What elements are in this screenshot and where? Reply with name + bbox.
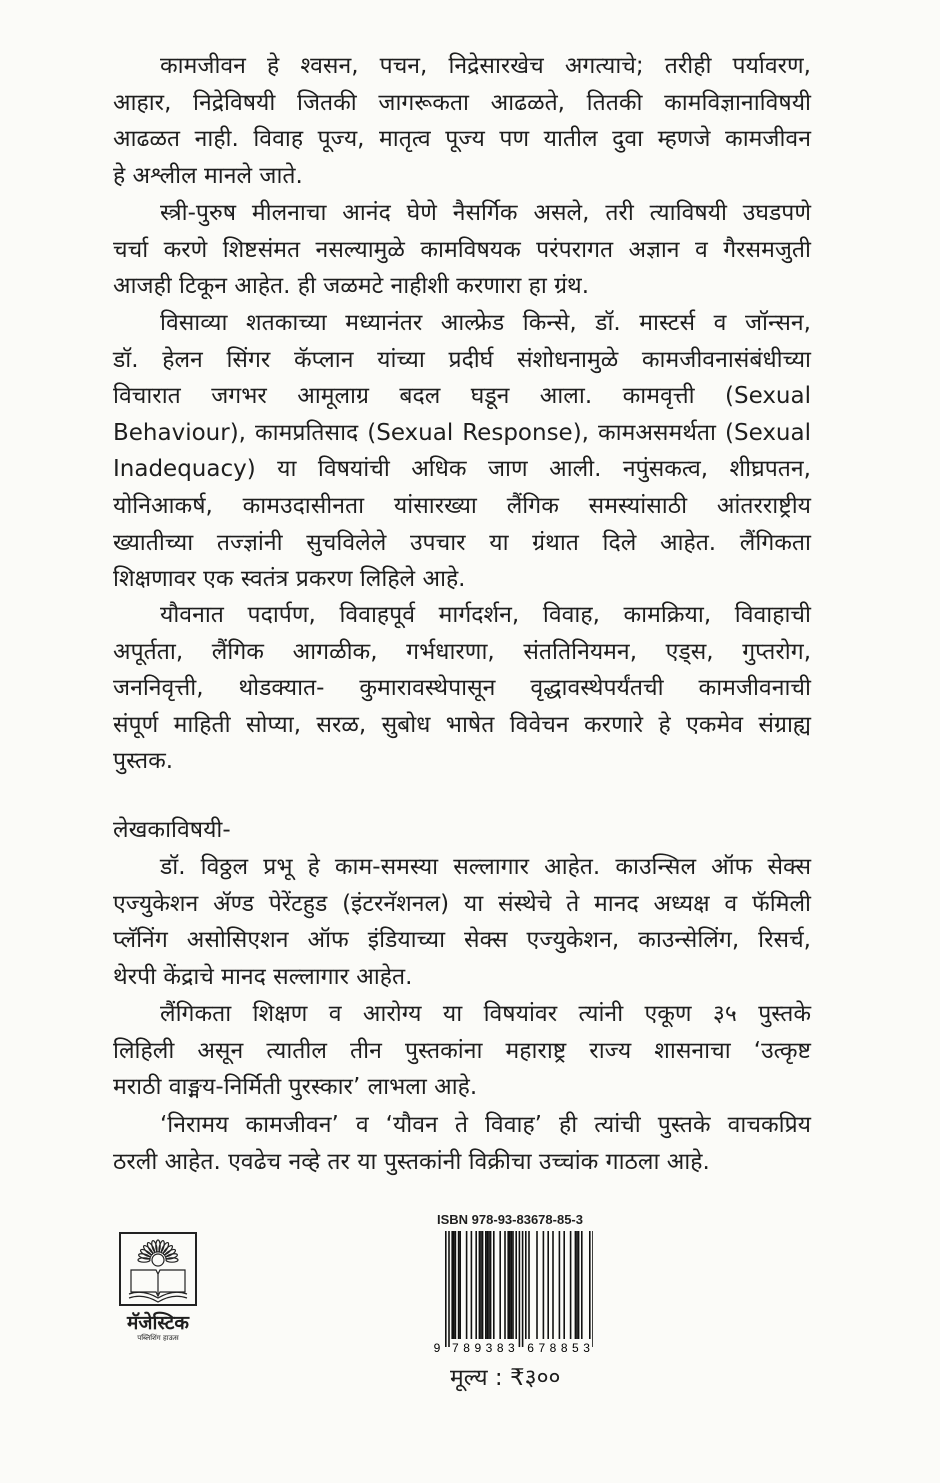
text-line: Inadequacy) या विषयांची अधिक जाण आली. नपुंसकत्व, शीघ्रपतन,: [113, 456, 811, 483]
barcode-bar: [512, 1231, 514, 1339]
barcode-bar: [552, 1231, 554, 1339]
paragraph: [113, 849, 811, 995]
publisher-name: मॅजेस्टिक: [127, 1312, 189, 1334]
barcode-bar: [576, 1231, 578, 1339]
paragraph: [113, 305, 811, 598]
barcode-bar: [509, 1231, 511, 1339]
text-line: यौवनात पदार्पण, विवाहपूर्व मार्गदर्शन, विवाह, कामक्रिया, विवाहाची: [160, 602, 811, 628]
barcode-bar: [485, 1231, 487, 1339]
barcode-bar: [487, 1231, 489, 1339]
text-line: लैंगिकता शिक्षण व आरोग्य या विषयांवर त्यांनी एकूण ३५ पुस्तके: [160, 1001, 811, 1027]
text-line: जननिवृत्ती, थोडक्यात- कुमारावस्थेपासून वृद्धावस्थेपर्यंतची कामजीवनाची: [113, 675, 811, 702]
barcode-bar: [455, 1231, 457, 1339]
publisher-logo-icon: [119, 1232, 197, 1306]
barcode-bar: [547, 1231, 549, 1339]
barcode-digit: 3: [583, 1341, 590, 1355]
barcode-digit: 7: [452, 1341, 459, 1355]
author-heading: लेखकाविषयी-: [113, 817, 231, 843]
barcode-bar: [525, 1231, 527, 1339]
barcode-digit: 7: [538, 1341, 546, 1355]
barcode-bar: [507, 1231, 509, 1339]
barcode-bar: [519, 1231, 521, 1347]
barcode-bar: [459, 1231, 461, 1339]
barcode-digit: 6: [527, 1341, 534, 1355]
text-line: आढळत नाही. विवाह पूज्य, मातृत्व पूज्य पण यातील दुवा म्हणजे कामजीवन: [113, 126, 811, 153]
barcode-bar: [480, 1231, 482, 1339]
barcode-bar: [578, 1231, 580, 1339]
text-line: पुस्तक.: [113, 748, 174, 775]
barcode-bar: [515, 1231, 517, 1339]
text-line: हे अश्लील मानले जाते.: [113, 162, 303, 189]
barcode-bar: [458, 1231, 460, 1339]
barcode-bar: [504, 1231, 506, 1339]
barcode-bar: [479, 1231, 481, 1339]
paragraph: [113, 1107, 811, 1180]
barcode-bar: [559, 1231, 561, 1339]
text-line: स्त्री-पुरुष मीलनाचा आनंद घेणे नैसर्गिक असले, तरी त्याविषयी उघडपणे: [160, 200, 811, 226]
text-line: एज्युकेशन ॲण्ड पेरेंटहुड (इंटरनॅशनल) या संस्थेचे ते मानद अध्यक्ष व फॅमिली: [113, 890, 811, 917]
paragraph: [113, 996, 811, 1106]
barcode-digit: 9: [433, 1341, 441, 1355]
text-line: चर्चा करणे शिष्टसंमत नसल्यामुळे कामविषयक परंपरागत अज्ञान व गैरसमजुती: [113, 236, 811, 263]
barcode-bar: [466, 1231, 468, 1339]
barcode-bar: [453, 1231, 455, 1339]
text-line: योनिआकर्ष, कामउदासीनता यांसारख्या लैंगिक समस्यांसाठी आंतरराष्ट्रीय: [113, 492, 811, 519]
text-line: ‘निरामय कामजीवन’ व ‘यौवन ते विवाह’ ही त्यांची पुस्तके वाचकप्रिय: [160, 1112, 811, 1138]
barcode-bar: [511, 1231, 513, 1339]
text-line: ठरली आहेत. एवढेच नव्हे तर या पुस्तकांनी विक्रीचा उच्चांक गाठला आहे.: [113, 1148, 710, 1175]
text-line: थेरपी केंद्राचे मानद सल्लागार आहेत.: [113, 963, 413, 990]
barcode-bar: [482, 1231, 484, 1339]
paragraph: [113, 48, 811, 194]
barcode-bar: [471, 1231, 473, 1339]
barcode-bar: [589, 1231, 591, 1339]
text-line: कामजीवन हे श्वसन, पचन, निद्रेसारखेच अगत्याचे; तरीही पर्यावरण,: [160, 53, 811, 79]
barcode-bar: [522, 1231, 524, 1347]
barcode-bar: [543, 1231, 545, 1339]
text-line: Behaviour), कामप्रतिसाद (Sexual Response), कामअसमर्थता (Sexual: [113, 419, 811, 446]
text-line: डॉ. हेलन सिंगर कॅप्लान यांच्या प्रदीर्घ संशोधनामुळे कामजीवनासंबंधीच्या: [113, 346, 811, 373]
paragraph: [113, 195, 811, 305]
barcode-bar: [493, 1231, 495, 1339]
price: मूल्य : ₹३००: [450, 1365, 561, 1391]
publisher-subtitle: पब्लिशिंग हाऊस: [137, 1334, 179, 1342]
text-line: संपूर्ण माहिती सोप्या, सरळ, सुबोध भाषेत विवेचन करणारे हे एकमेव संग्राह्य: [113, 711, 811, 738]
text-line: लिहिली असून त्यातील तीन पुस्तकांना महाराष्ट्र राज्य शासनाचा ‘उत्कृष्ट: [113, 1037, 811, 1064]
text-line: आजही टिकून आहेत. ही जळमटे नाहीशी करणारा हा ग्रंथ.: [113, 273, 590, 300]
barcode-bar: [499, 1231, 501, 1339]
text-line: अपूर्तता, लैंगिक आगळीक, गर्भधारणा, संततिनियमन, एड्स, गुप्तरोग,: [113, 638, 811, 665]
barcode-bar: [451, 1231, 453, 1339]
text-line: विचारात जगभर आमूलाग्र बदल घडून आला. कामवृत्ती (Sexual: [113, 383, 811, 410]
text-line: मराठी वाङ्मय-निर्मिती पुरस्कार’ लाभला आहे.: [113, 1074, 478, 1101]
text-line: आहार, निद्रेविषयी जितकी जागरूकता आढळते, तितकी कामविज्ञानाविषयी: [113, 89, 811, 116]
barcode-bar: [475, 1231, 477, 1339]
barcode-bar: [445, 1231, 447, 1347]
paragraph: [113, 597, 811, 780]
barcode-bar: [490, 1231, 492, 1339]
barcode-bar: [563, 1231, 565, 1339]
text-line: शिक्षणावर एक स्वतंत्र प्रकरण लिहिले आहे.: [113, 566, 466, 593]
isbn-barcode: [433, 1231, 593, 1356]
barcode-digit: 8: [560, 1341, 568, 1355]
barcode-bar: [448, 1231, 450, 1347]
barcode-digit: 3: [508, 1341, 515, 1355]
text-line: ख्यातीच्या तज्ज्ञांनी सुचविलेले उपचार या ग्रंथात दिले आहेत. लैंगिकता: [113, 529, 811, 556]
barcode-bar: [488, 1231, 490, 1339]
barcode-bar: [575, 1231, 577, 1339]
barcode-digit: 5: [572, 1341, 579, 1355]
barcode-bar: [592, 1231, 593, 1347]
barcode-digit: 9: [474, 1341, 482, 1355]
barcode-digit: 8: [463, 1341, 470, 1355]
barcode-digit: 8: [549, 1341, 557, 1355]
isbn-label: ISBN 978-93-83678-85-3: [437, 1212, 583, 1227]
text-line: प्लॅनिंग असोसिएशन ऑफ इंडियाच्या सेक्स एज्युकेशन, काउन्सेलिंग, रिसर्च,: [113, 927, 811, 954]
barcode-bar: [536, 1231, 538, 1339]
barcode-digit: 3: [485, 1341, 493, 1355]
barcode-digit: 8: [496, 1341, 504, 1355]
barcode-bar: [528, 1231, 530, 1339]
text-line: विसाव्या शतकाच्या मध्यानंतर आल्फ्रेड किन्से, डॉ. मास्टर्स व जॉन्सन,: [160, 310, 811, 336]
text-line: डॉ. विठ्ठल प्रभू हे काम-समस्या सल्लागार आहेत. काउन्सिल ऑफ सेक्स: [160, 854, 811, 880]
barcode-bar: [570, 1231, 572, 1339]
barcode-bar: [581, 1231, 583, 1339]
